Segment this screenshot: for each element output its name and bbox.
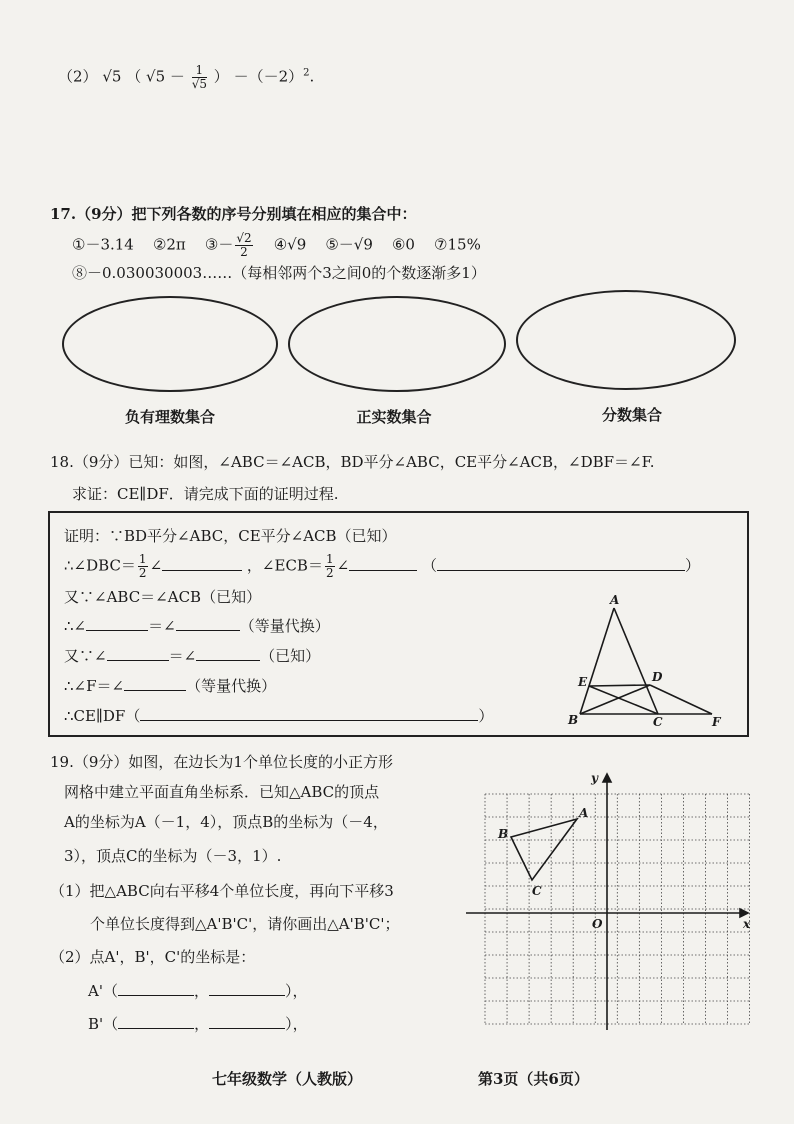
segment-df	[650, 685, 712, 714]
vertex-b-label: B	[498, 827, 509, 841]
y-axis-label: y	[591, 771, 598, 785]
blank-b-x[interactable]	[118, 1014, 194, 1029]
q18-header-2: 求证：CE∥DF．请完成下面的证明过程.	[72, 485, 339, 503]
x-axis-arrow	[740, 909, 748, 917]
blank-a-y[interactable]	[209, 981, 285, 996]
label-d: D	[652, 670, 663, 684]
q17-header: 17.（9分）把下列各数的序号分别填在相应的集合中：	[50, 205, 417, 223]
q19-line-2: 网格中建立平面直角坐标系．已知△ABC的顶点	[64, 783, 380, 801]
label-c: C	[653, 715, 663, 729]
label-a: A	[610, 593, 620, 607]
y-axis-arrow	[603, 774, 611, 782]
blank-b-y[interactable]	[209, 1014, 285, 1029]
set-caption-negative-rational: 负有理数集合	[124, 408, 215, 426]
blank-angle-6[interactable]	[196, 646, 260, 661]
set-ellipse-positive-real[interactable]	[288, 296, 506, 392]
answer-a-prime: A'（ ， ），	[88, 982, 308, 1000]
set-ellipse-fraction[interactable]	[516, 290, 736, 390]
proof-line-3: 又∵∠ABC＝∠ACB（已知）	[64, 588, 262, 606]
label-b: B	[568, 713, 579, 727]
blank-angle-1[interactable]	[162, 556, 242, 571]
q19-line-7: （2）点A'，B'，C'的坐标是：	[50, 948, 256, 966]
proof-line-6: ∴∠F＝∠ （等量代换）	[64, 677, 277, 695]
blank-a-x[interactable]	[118, 981, 194, 996]
set-caption-positive-real: 正实数集合	[356, 408, 432, 426]
label-f: F	[712, 715, 721, 729]
footer-course: 七年级数学（人教版）	[212, 1070, 363, 1088]
blank-angle-7[interactable]	[124, 676, 186, 691]
q19-line-4: 3），顶点C的坐标为（－3，1）.	[64, 847, 282, 865]
q16-part2: （2） √5 （ √5 － $\frac{1}{√5}$ ） $-(-2)^2$.	[58, 63, 315, 91]
vertex-a-label: A	[579, 806, 589, 820]
coordinate-grid	[460, 770, 760, 1060]
proof-line-5: 又∵∠ ＝∠ （已知）	[64, 647, 321, 665]
q18-header-1: 18.（9分）已知：如图，∠ABC＝∠ACB，BD平分∠ABC，CE平分∠ACB，∠DBF＝∠F.	[50, 453, 655, 471]
segment-ed	[589, 685, 650, 686]
segment-bd	[580, 685, 650, 714]
x-axis-label: x	[743, 917, 751, 931]
q19-line-6: 个单位长度得到△A'B'C'，请你画出△A'B'C'；	[90, 915, 400, 933]
blank-angle-2[interactable]	[349, 556, 417, 571]
set-ellipse-negative-rational[interactable]	[62, 296, 278, 392]
blank-angle-4[interactable]	[176, 616, 240, 631]
footer-page-number: 第3页（共6页）	[478, 1070, 589, 1088]
blank-reason-1[interactable]	[437, 556, 685, 571]
q19-line-1: 19.（9分）如图，在边长为1个单位长度的小正方形	[50, 753, 393, 771]
q19-line-5: （1）把△ABC向右平移4个单位长度，再向下平移3	[50, 882, 394, 900]
blank-angle-3[interactable]	[86, 616, 148, 631]
q17-item8: ⑧－0.030030003……（每相邻两个3之间0的个数逐渐多1）	[72, 264, 486, 282]
proof-line-4: ∴∠ ＝∠ （等量代换）	[64, 617, 330, 635]
segment-ab	[580, 608, 614, 714]
label-e: E	[578, 675, 588, 689]
proof-line-1: 证明：∵BD平分∠ABC，CE平分∠ACB（已知）	[64, 527, 397, 545]
fraction: $\frac{1}{√5}$	[191, 63, 207, 91]
proof-line-2: ∴∠DBC＝ $\frac{1}{2}$ ∠ ，∠ECB＝ $\frac{1}{2}$ ∠ （ ）	[64, 552, 700, 580]
set-caption-fraction: 分数集合	[601, 406, 662, 424]
triangle-figure	[560, 592, 730, 732]
vertex-c-label: C	[532, 884, 542, 898]
proof-line-7: ∴CE∥DF（ ）	[64, 707, 494, 725]
blank-reason-2[interactable]	[140, 706, 478, 721]
triangle-abc	[511, 819, 577, 880]
q17-items-row1: ①－3.14 ②2π ③－ $\frac{√2}{2}$ ④√9 ⑤－√9 ⑥0 ⑦15%	[72, 231, 481, 259]
answer-b-prime: B'（ ， ），	[88, 1015, 308, 1033]
origin-label: O	[592, 917, 603, 931]
q19-line-3: A的坐标为A（－1，4），顶点B的坐标为（－4，	[64, 813, 388, 831]
blank-angle-5[interactable]	[107, 646, 169, 661]
